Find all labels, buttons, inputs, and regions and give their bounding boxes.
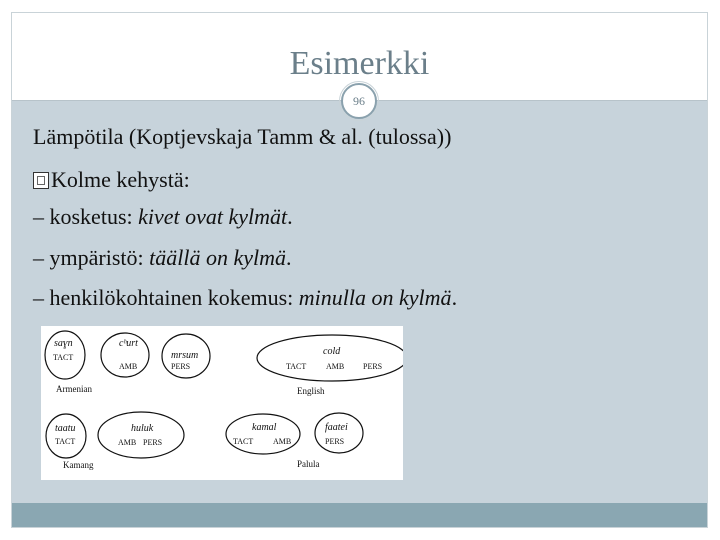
armenian-w2-tag: AMB <box>119 362 138 371</box>
palula-w1-tag-amb: AMB <box>273 437 292 446</box>
english-tag-amb: AMB <box>326 362 345 371</box>
kamang-amb-pers-ellipse <box>98 412 184 458</box>
kamang-tact-ellipse <box>46 414 86 458</box>
text-line-4 <box>33 245 291 271</box>
text-line-2-label: Kolme kehystä: <box>51 167 190 192</box>
text-line-1: Lämpötila (Koptjevskaja Tamm & al. (tulossa)) <box>33 124 452 149</box>
armenian-w1-tag: TACT <box>53 353 74 362</box>
temperature-frames-figure <box>41 326 403 480</box>
palula-tact-amb-ellipse <box>226 414 300 454</box>
line-3-suffix: . <box>287 204 293 229</box>
line-4-suffix: . <box>285 245 292 270</box>
figure-svg <box>41 326 403 480</box>
kamang-w2-tag-pers: PERS <box>143 438 163 447</box>
kamang-w2-tag-amb: AMB <box>118 438 137 447</box>
kamang-w1-tag: TACT <box>55 437 76 446</box>
text-line-2 <box>33 167 190 193</box>
palula-label: Palula <box>297 459 320 469</box>
armenian-w2: cʰurt <box>119 338 138 349</box>
palula-w1-tag-tact: TACT <box>233 437 254 446</box>
line-3-prefix: – kosketus: <box>33 204 139 229</box>
armenian-w1: saɣn <box>54 338 73 349</box>
slide-title: Esimerkki <box>289 45 430 82</box>
text-line-3 <box>33 204 293 230</box>
text-line-5 <box>33 285 457 311</box>
english-tag-pers: PERS <box>363 362 383 371</box>
line-5-example: minulla on kylmä <box>298 285 452 310</box>
english-label: English <box>297 386 325 396</box>
kamang-w1: taatu <box>55 423 76 434</box>
page-number-badge: 96 <box>341 83 377 119</box>
armenian-w3-tag: PERS <box>171 362 191 371</box>
palula-w1: kamal <box>252 422 277 433</box>
palula-pers-ellipse <box>315 413 363 453</box>
armenian-label: Armenian <box>56 384 92 394</box>
line-4-example: täällä on kylmä <box>149 245 286 270</box>
line-5-suffix: . <box>451 285 458 310</box>
english-word: cold <box>323 346 341 357</box>
kamang-w2: huluk <box>131 423 154 434</box>
palula-w2: faatei <box>325 422 348 433</box>
footer-bar <box>12 503 707 527</box>
kamang-label: Kamang <box>63 460 94 470</box>
line-5-prefix: – henkilökohtainen kokemus: <box>33 285 299 310</box>
english-ellipse <box>257 335 403 381</box>
armenian-w3: mrsum <box>171 350 199 361</box>
line-3-example: kivet ovat kylmät <box>138 204 288 229</box>
palula-w2-tag: PERS <box>325 437 345 446</box>
bullet-icon <box>33 172 49 189</box>
english-tag-tact: TACT <box>286 362 307 371</box>
line-4-prefix: – ympäristö: <box>33 245 150 270</box>
